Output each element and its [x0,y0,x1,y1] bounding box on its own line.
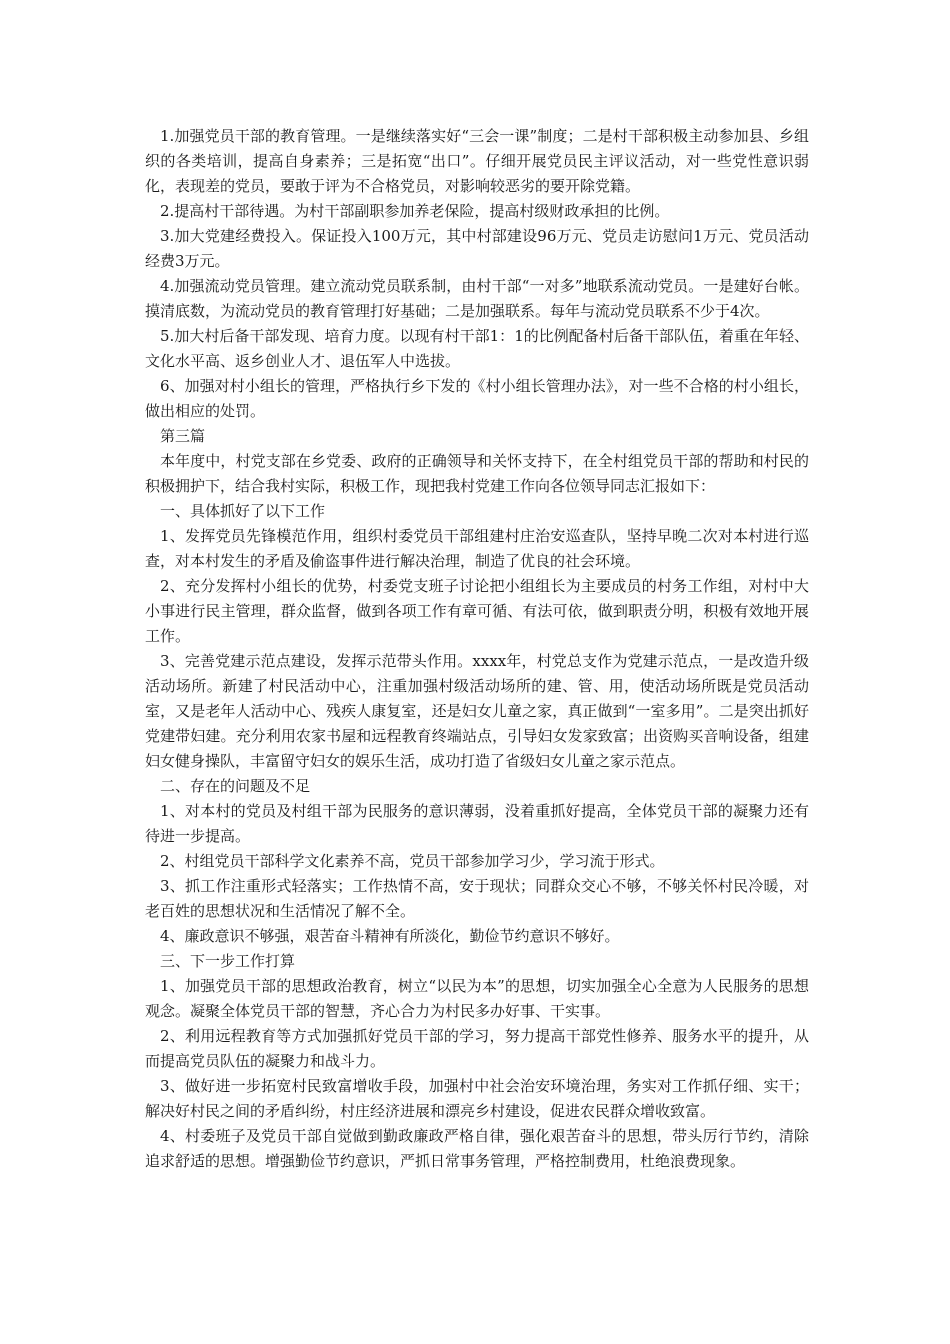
paragraph-14: 2、村组党员干部科学文化素养不高，党员干部参加学习少，学习流于形式。 [160,852,665,870]
paragraph-9: 1、发挥党员先锋模范作用，组织村委党员干部组建村庄治安巡查队，坚持早晚二次对本村进行巡查，对本村发生的矛盾及偷盗事件进行解决治理，制造了优良的社会环境。 [145,527,809,570]
paragraph-15: 3、抓工作注重形式轻落实；工作热情不高，安于现状；同群众交心不够，不够关怀村民冷暖，对老百姓的思想状况和生活情况了解不全。 [145,877,809,920]
paragraph-13: 1、对本村的党员及村组干部为民服务的意识薄弱，没着重抓好提高，全体党员干部的凝聚力还有待进一步提高。 [145,802,809,845]
paragraph-2: 2.提高村干部待遇。为村干部副职参加养老保险，提高村级财政承担的比例。 [160,202,670,220]
subheading-1: 一、具体抓好了以下工作 [160,502,326,520]
paragraph-20: 3、做好进一步拓宽村民致富增收手段，加强村中社会治安环境治理，务实对工作抓仔细、实干；解决好村民之间的矛盾纠纷，村庄经济进展和漂亮乡村建设，促进农民群众增收致富。 [145,1077,809,1120]
paragraph-4: 4.加强流动党员管理。建立流动党员联系制，由村干部“一对多”地联系流动党员。一是建好台帐。摸清底数，为流动党员的教育管理打好基础；二是加强联系。每年与流动党员联系不少于4次。 [145,277,809,320]
paragraph-21: 4、村委班子及党员干部自觉做到勤政廉政严格自律，强化艰苦奋斗的思想，带头厉行节约，清除追求舒适的思想。增强勤俭节约意识，严抓日常事务管理，严格控制费用，杜绝浪费现象。 [145,1127,809,1170]
paragraph-5: 5.加大村后备干部发现、培育力度。以现有村干部1：1的比例配备村后备干部队伍，着重在年轻、文化水平高、返乡创业人才、退伍军人中选拔。 [145,327,809,370]
subheading-3: 三、下一步工作打算 [160,952,296,970]
subheading-2: 二、存在的问题及不足 [160,777,311,795]
intro-paragraph: 本年度中，村党支部在乡党委、政府的正确领导和关怀支持下，在全村组党员干部的帮助和村民的积极拥护下，结合我村实际，积极工作，现把我村党建工作向各位领导同志汇报如下： [145,452,809,495]
paragraph-3: 3.加大党建经费投入。保证投入100万元，其中村部建设96万元、党员走访慰问1万元、党员活动经费3万元。 [145,227,809,270]
paragraph-1: 1.加强党员干部的教育管理。一是继续落实好“三会一课”制度；二是村干部积极主动参加县、乡组织的各类培训，提高自身素养；三是拓宽“出口”。仔细开展党员民主评议活动，对一些党性意识弱化，表现差的党员，要敢于评为不合格党员，对影响较恶劣的要开除党籍。 [145,127,809,195]
paragraph-6: 6、加强对村小组长的管理，严格执行乡下发的《村小组长管理办法》，对一些不合格的村小组长，做出相应的处罚。 [145,377,809,420]
paragraph-18: 1、加强党员干部的思想政治教育，树立“以民为本”的思想，切实加强全心全意为人民服务的思想观念。凝聚全体党员干部的智慧，齐心合力为村民多办好事、干实事。 [145,977,809,1020]
paragraph-10: 2、充分发挥村小组长的优势，村委党支班子讨论把小组组长为主要成员的村务工作组，对村中大小事进行民主管理，群众监督，做到各项工作有章可循、有法可依，做到职责分明，积极有效地开展工作。 [145,577,809,645]
paragraph-11: 3、完善党建示范点建设，发挥示范带头作用。xxxx年，村党总支作为党建示范点，一是改造升级活动场所。新建了村民活动中心，注重加强村级活动场所的建、管、用，使活动场所既是党员活动室，又是老年人活动中心、残疾人康复室，还是妇女儿童之家，真正做到“一室多用”。二是突出抓好党建带妇建。充分利用农家书屋和远程教育终端站点，引导妇女发家致富；出资购买音响设备，组建妇女健身操队，丰富留守妇女的娱乐生活，成功打造了省级妇女儿童之家示范点。 [145,652,809,770]
paragraph-16: 4、廉政意识不够强，艰苦奋斗精神有所淡化，勤俭节约意识不够好。 [160,927,620,945]
document-body [145,124,809,1174]
section-heading: 第三篇 [160,427,206,445]
paragraph-19: 2、利用远程教育等方式加强抓好党员干部的学习，努力提高干部党性修养、服务水平的提升，从而提高党员队伍的凝聚力和战斗力。 [145,1027,809,1070]
